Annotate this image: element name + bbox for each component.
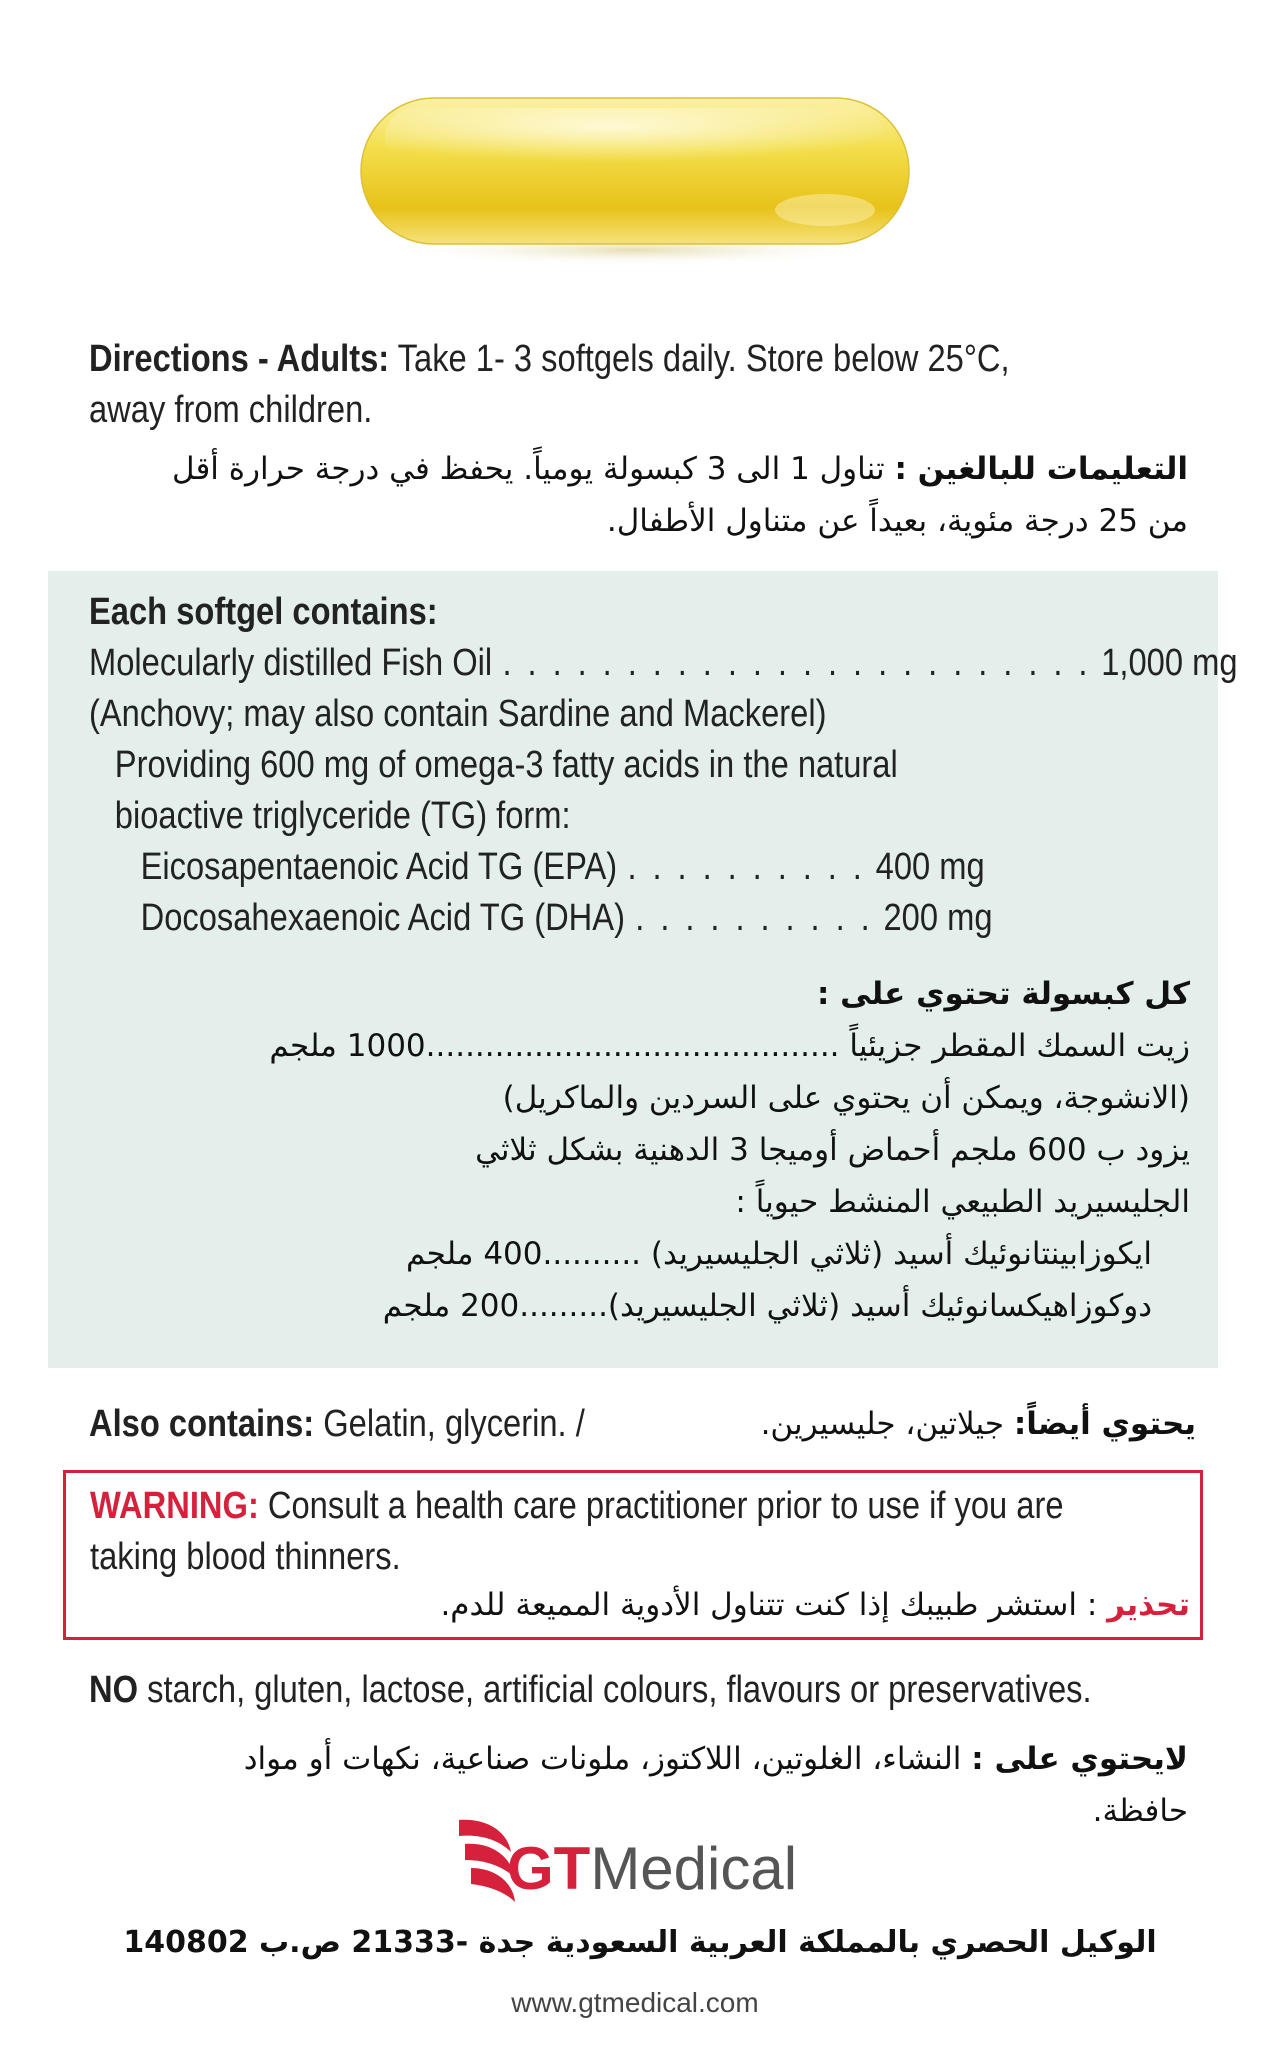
providing-line-2: bioactive triglyceride (TG) form: [114,795,571,837]
warning-box [63,1470,1203,1640]
softgel-capsule-image [355,90,915,270]
providing-line-1: Providing 600 mg of omega-3 fatty acids in the natural [114,744,898,786]
exclusive-agent-text: الوكيل الحصري بالمملكة العربية السعودية جدة -21333 ص.ب 140802 [123,1925,1157,1960]
directions-label-arabic: التعليمات للبالغين : [894,451,1188,487]
dha-leader-dots: . . . . . . . . . . [635,897,874,939]
free-from-arabic-line-2: حافظة. [1092,1793,1188,1829]
epa-amount: 400 mg [875,846,985,888]
also-contains-label: Also contains: [89,1402,315,1445]
also-contains-label-arabic: يحتوي أيضاً: [1013,1406,1196,1442]
logo-gt-text: GT [507,1835,591,1902]
fish-oil-row [89,638,1238,689]
providing-line-2-arabic: الجليسيريد الطبيعي المنشط حيوياً : [735,1184,1190,1220]
composition-heading-arabic: كل كبسولة تحتوي على : [816,976,1190,1012]
directions-arabic-line-1: تناول 1 الى 3 كبسولة يومياً. يحفظ في درجة حرارة أقل [172,451,895,487]
epa-row [89,842,1238,893]
free-from-text: starch, gluten, lactose, artificial colours, flavours or preservatives. [138,1669,1092,1711]
free-from-arabic-line-1: النشاء، الغلوتين، اللاكتوز، ملونات صناعية، نكهات أو مواد [243,1741,972,1777]
epa-name: Eicosapentaenoic Acid TG (EPA) [140,846,618,888]
warning-english [90,1481,1064,1583]
composition-english [89,587,1238,944]
free-from-label: NO [89,1669,139,1711]
warning-label-arabic: تحذير [1107,1587,1190,1623]
warning-label: WARNING: [90,1485,259,1527]
also-contains [89,1398,1196,1450]
directions-text-line-2: away from children. [89,389,373,431]
logo-wordmark [507,1834,797,1903]
gt-medical-logo [455,1812,825,1904]
composition-heading: Each softgel contains: [89,591,438,633]
also-contains-text-arabic: جيلاتين، جليسيرين. [760,1406,1014,1442]
composition-panel [48,571,1238,1368]
directions-text-line-1: Take 1- 3 softgels daily. Store below 25°C, [389,338,1010,380]
warning-arabic [90,1579,1190,1631]
dha-row [89,893,1238,944]
composition-arabic [90,968,1190,1332]
epa-leader-dots: . . . . . . . . . . [627,846,866,888]
warning-text-line-2: taking blood thinners. [90,1536,401,1578]
fish-oil-source-arabic: (الانشوجة، ويمكن أن يحتوي على السردين والماكريل) [502,1080,1190,1116]
fish-oil-name: Molecularly distilled Fish Oil [89,642,493,684]
directions-english [89,334,1010,436]
directions-arabic-line-2: من 25 درجة مئوية، بعيداً عن متناول الأطفال. [606,503,1188,539]
warning-text-arabic: : استشر طبيبك إذا كنت تتناول الأدوية المميعة للدم. [440,1587,1108,1623]
fish-oil-row-arabic: زيت السمك المقطر جزيئياً ..........................................1000 ملجم [269,1028,1190,1064]
dha-name: Docosahexaenoic Acid TG (DHA) [140,897,625,939]
dha-amount: 200 mg [883,897,993,939]
free-from-label-arabic: لايحتوي على : [971,1741,1188,1777]
epa-row-arabic: ايكوزابينتانوئيك أسيد (ثلاثي الجليسيريد) ..........400 ملجم [405,1236,1152,1272]
website-url: www.gtmedical.com [511,1987,759,2018]
dha-row-arabic: دوكوزاهيكسانوئيك أسيد (ثلاثي الجليسيريد).........200 ملجم [382,1288,1152,1324]
fish-oil-leader-dots: . . . . . . . . . . . . . . . . . . . . . . . . [502,642,1091,684]
directions-label: Directions - Adults: [89,338,390,380]
fish-oil-source: (Anchovy; may also contain Sardine and Mackerel) [89,693,827,735]
warning-text-line-1: Consult a health care practitioner prior to use if you are [258,1485,1064,1527]
logo-medical-text: Medical [590,1835,798,1902]
free-from-english [89,1665,1092,1716]
directions-arabic [68,443,1188,547]
providing-line-1-arabic: يزود ب 600 ملجم أحماض أوميجا 3 الدهنية بشكل ثلاثي [475,1132,1190,1168]
fish-oil-amount: 1,000 mg [1101,642,1238,684]
also-contains-text: Gelatin, glycerin. / [314,1402,585,1445]
